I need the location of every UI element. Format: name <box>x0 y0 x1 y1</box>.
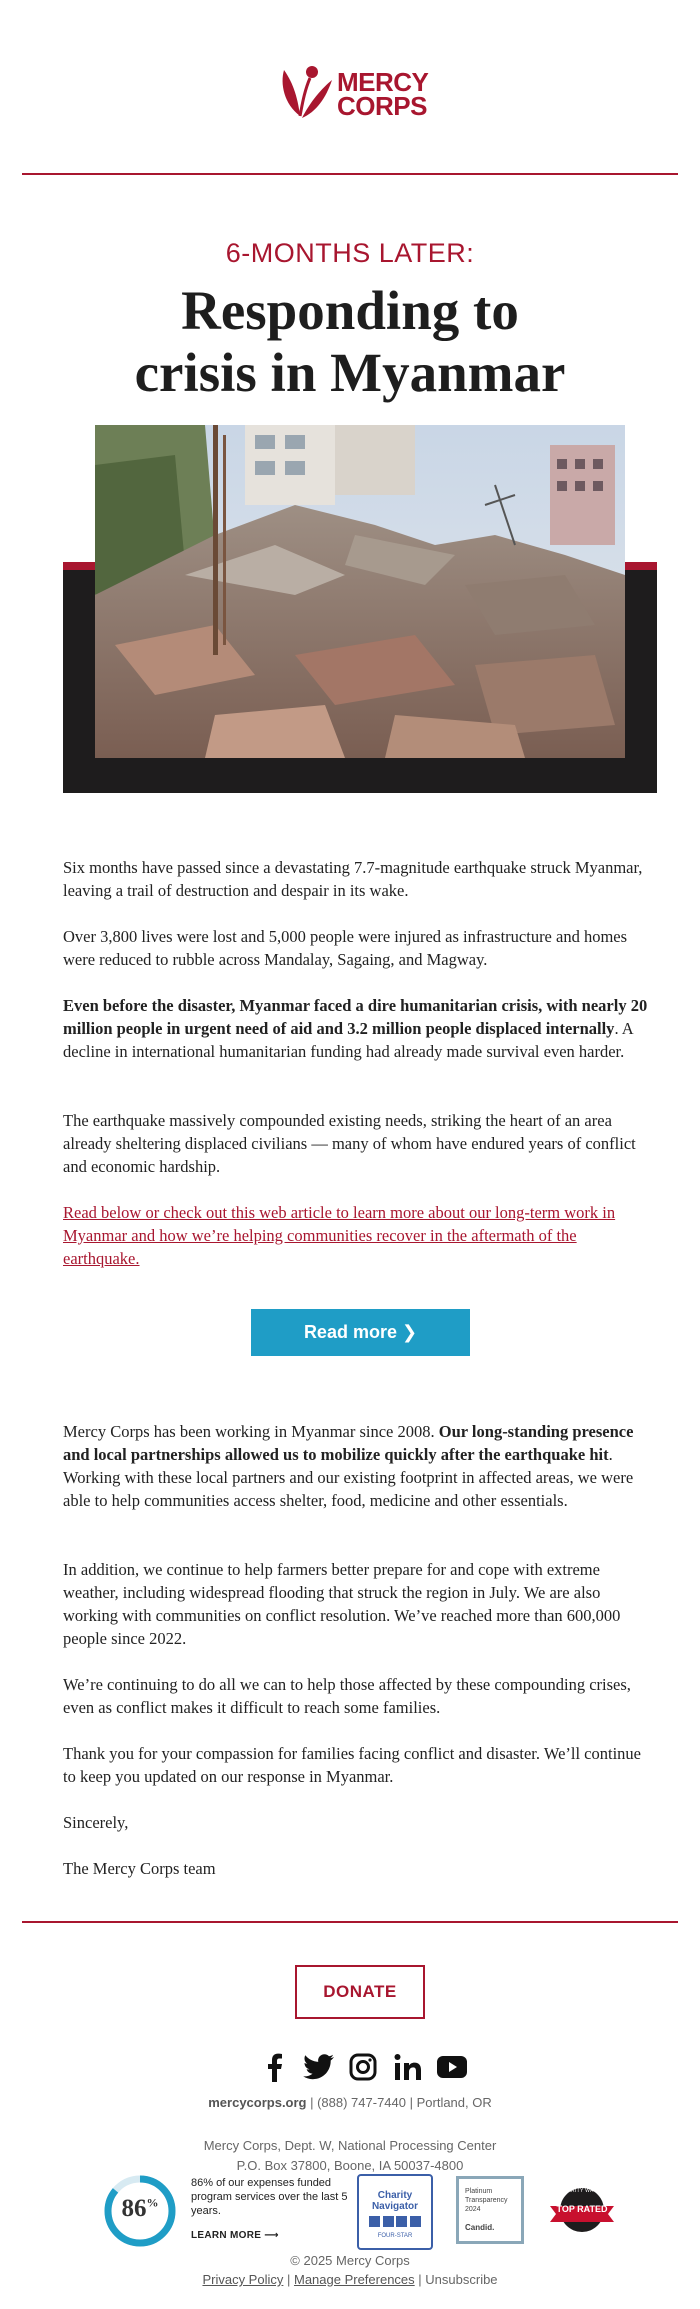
logo-wordmark <box>337 67 429 121</box>
star-icon <box>369 2216 380 2227</box>
charity-navigator-title <box>359 2190 431 2212</box>
address-line-2: P.O. Box 37800, Boone, IA 50037-4800 <box>236 2158 464 2173</box>
charity-navigator-line-2: Navigator <box>371 2201 419 2212</box>
charity-navigator-rating: FOUR-STAR <box>377 2233 413 2239</box>
hero-eyebrow: 6-MONTHS LATER: <box>225 238 475 268</box>
header-divider <box>22 173 678 175</box>
facebook-icon[interactable] <box>258 2051 290 2083</box>
copyright: © 2025 Mercy Corps <box>290 2253 410 2268</box>
linkedin-icon[interactable] <box>392 2051 424 2083</box>
learn-more-link[interactable]: LEARN MORE ⟶ <box>191 2230 279 2241</box>
unsubscribe-link[interactable]: Unsubscribe <box>425 2272 498 2287</box>
candid-name: Candid. <box>465 2223 495 2232</box>
donate-button[interactable]: DONATE <box>295 1965 425 2019</box>
paragraph-continuing: We’re continuing to do all we can to help those affected by these compounding crises, even as conflict makes it difficult to reach some families. <box>63 1675 631 1717</box>
social-links <box>258 2050 468 2084</box>
web-article-link[interactable]: Read below or check out this web article to learn more about our long-term work in Myanmar and how we’re helping communities recover in the aftermath of the earthquake. <box>63 1203 616 1268</box>
read-more-button[interactable]: Read more ❯ <box>251 1309 470 1356</box>
logo-word-1: MERCY <box>337 67 429 97</box>
hero-headline-line-1: Responding to <box>181 280 519 341</box>
charity-navigator-line-1: Charity <box>377 2190 413 2201</box>
star-icon <box>410 2216 421 2227</box>
mercy-corps-leaf-icon <box>276 64 334 126</box>
paragraph-intro: Six months have passed since a devastating 7.7-magnitude earthquake struck Myanmar, leaving a trail of destruction and despair in its wake. <box>63 858 643 900</box>
charity-watch-label: CHARITY WATCH <box>559 2188 605 2194</box>
gauge-unit: % <box>146 2195 159 2210</box>
legal-links: Privacy Policy | Manage Preferences | Unsubscribe <box>202 2272 498 2287</box>
crisis-bold-text: Even before the disaster, Myanmar faced a dire humanitarian crisis, with nearly 20 million people in urgent need of aid and 3.2 million people displaced internally <box>63 996 648 1038</box>
charity-navigator-stars <box>369 2216 421 2228</box>
logo-word-2: CORPS <box>337 91 427 121</box>
star-icon <box>396 2216 407 2227</box>
rubble-illustration <box>95 425 625 758</box>
paragraph-farmers: In addition, we continue to help farmers better prepare for and cope with extreme weather, including widespread flooding that struck the region in July. We are also working with communities on conflict resolution. We’ve reached more than 600,000 people since 2022. <box>63 1560 621 1648</box>
gauge-number: 86 <box>121 2195 147 2222</box>
hero-headline <box>0 280 700 404</box>
crisis-rest-text: . A decline in international humanitarian funding had already made survival even harder. <box>63 1019 633 1061</box>
since-2008-start-text: Mercy Corps has been working in Myanmar since 2008. <box>63 1422 439 1441</box>
funded-text: 86% of our expenses funded program services over the last 5 years. <box>191 2177 348 2217</box>
earthquake-rubble-photo[interactable] <box>95 425 625 758</box>
twitter-icon[interactable] <box>303 2051 335 2083</box>
since-2008-rest-text: . Working with these local partners and our existing footprint in affected areas, we were able to help communities access shelter, food, medicine and other essentials. <box>63 1445 634 1510</box>
mercy-corps-logo[interactable] <box>276 64 446 128</box>
email-header <box>0 0 700 174</box>
candid-line-3: 2024 <box>465 2206 481 2213</box>
trust-badges <box>0 2166 700 2256</box>
candid-line-1: Platinum <box>465 2188 493 2195</box>
paragraph-compounded-needs: The earthquake massively compounded existing needs, striking the heart of an area already sheltering displaced civilians — many of whom have endured years of conflict and economic hardship. <box>63 1111 636 1176</box>
contact-line <box>0 2093 700 2113</box>
paragraph-article-link <box>63 1201 657 1270</box>
hero-headline-line-2: crisis in Myanmar <box>134 342 566 403</box>
instagram-icon[interactable] <box>347 2051 379 2083</box>
site-link[interactable]: mercycorps.org <box>208 2095 307 2110</box>
youtube-icon[interactable] <box>436 2051 468 2083</box>
candid-transparency-badge[interactable] <box>456 2176 524 2244</box>
paragraph-casualties: Over 3,800 lives were lost and 5,000 people were injured as infrastructure and homes were reduced to rubble across Mandalay, Sagaing, and Magway. <box>63 927 628 969</box>
signature: The Mercy Corps team <box>63 1859 216 1878</box>
privacy-policy-link[interactable]: Privacy Policy <box>202 2272 284 2287</box>
charity-navigator-badge[interactable] <box>357 2174 433 2250</box>
candid-line-2: Transparency <box>465 2197 508 2204</box>
manage-preferences-link[interactable]: Manage Preferences <box>293 2272 415 2287</box>
paragraph-thank-you: Thank you for your compassion for families facing conflict and disaster. We’ll continue to keep you updated on our response in Myanmar. <box>63 1744 641 1786</box>
paragraph-humanitarian-crisis <box>63 994 657 1063</box>
footer-divider <box>22 1921 678 1923</box>
hero-image-block <box>63 425 657 793</box>
gauge-value <box>103 2195 177 2223</box>
address-line-1: Mercy Corps, Dept. W, National Processing Center <box>203 2138 497 2153</box>
charity-watch-rating: TOP RATED <box>556 2204 608 2214</box>
legal-footer <box>0 2251 700 2271</box>
signoff: Sincerely, <box>63 1813 129 1832</box>
since-2008-bold-text: Our long-standing presence and local partnerships allowed us to mobilize quickly after the earthquake hit <box>63 1422 634 1464</box>
paragraph-since-2008 <box>63 1420 657 1512</box>
contact-details: | (888) 747-7440 | Portland, OR <box>306 2095 492 2110</box>
star-icon <box>383 2216 394 2227</box>
